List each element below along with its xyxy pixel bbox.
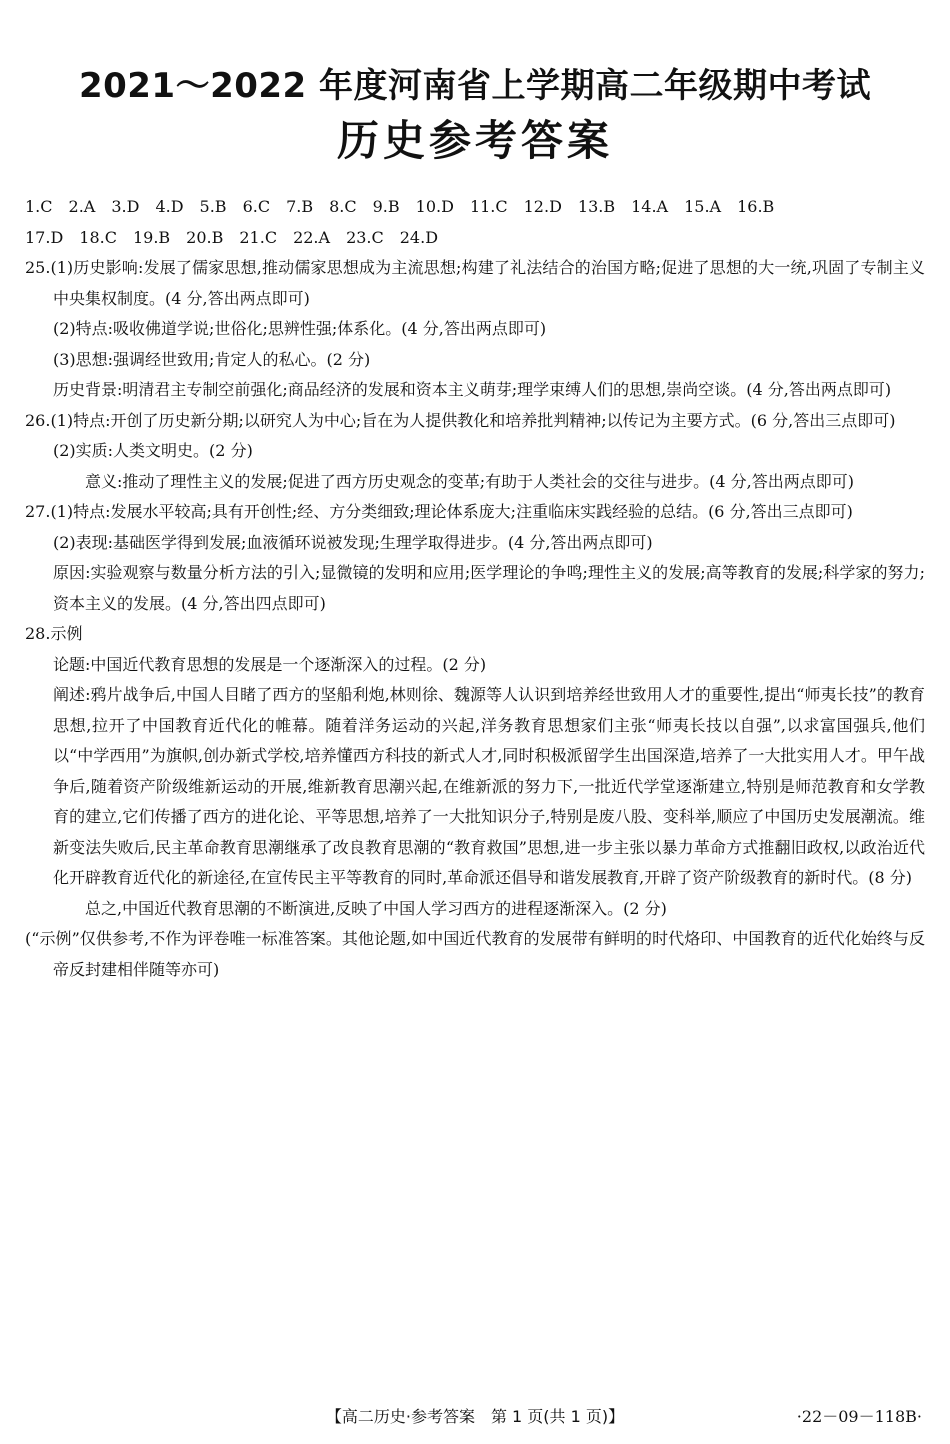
q26-part2: (2)实质:人类文明史。(2 分) bbox=[53, 441, 253, 460]
mc-answer: 16.B bbox=[737, 197, 775, 216]
mc-answer: 13.B bbox=[577, 197, 616, 216]
mc-answer: 8.C bbox=[329, 197, 357, 216]
q28-argument: 阐述:鸦片战争后,中国人目睹了西方的坚船利炮,林则徐、魏源等人认识到培养经世致用人才的重要性,提出“师夷长技”的教育思想,拉开了中国教育近代化的帷幕。随着洋务运动的兴起,洋务教育思想家们主张“师夷长技以自强”,以求富国强兵,他们以“中学西用”为旗帜,创办新式学校,培养懂西方科技的新式人才,同时积极派留学生出国深造,培养了一大批实用人才。甲午战争后,随着资产阶级维新运动的开展,维新教育思潮兴起,在维新派的努力下,一批近代学堂逐渐建立,特别是师范教育和女学教育的建立,它们传播了西方的进化论、平等思想,培养了一大批知识分子,特别是废八股、变科举,顺应了中国历史发展潮流。维新变法失败后,民主革命教育思潮继承了改良教育思潮的“教育救国”思想,进一步主张以暴力革命方式推翻旧政权,以政治近代化开辟教育近代化的新途径,在宣传民主平等教育的同时,革命派还倡导和谐发展教育,开辟了资产阶级教育的新时代。(8 分) bbox=[53, 685, 925, 887]
mc-answer: 22.A bbox=[293, 227, 331, 247]
mc-answers-row-1 bbox=[25, 192, 925, 223]
mc-answer: 18.C bbox=[79, 227, 117, 247]
mc-answer: 15.A bbox=[684, 197, 722, 216]
q27-part2: (2)表现:基础医学得到发展;血液循环说被发现;生理学取得进步。(4 分,答出两点即可) bbox=[53, 532, 653, 552]
q25-part2: (2)特点:吸收佛道学说;世俗化;思辨性强;体系化。(4 分,答出两点即可) bbox=[53, 319, 547, 338]
mc-answers-row-2 bbox=[25, 223, 925, 254]
mc-answer: 23.C bbox=[346, 227, 384, 247]
mc-answer: 17.D bbox=[25, 227, 64, 247]
page-footer: 【高二历史·参考答案 第 1 页(共 1 页)】 bbox=[325, 1407, 625, 1426]
mc-answer: 5.B bbox=[199, 197, 227, 216]
answer-content bbox=[25, 192, 925, 985]
mc-answer: 21.C bbox=[239, 227, 278, 247]
mc-answer: 4.D bbox=[155, 197, 184, 216]
mc-answer: 14.A bbox=[631, 197, 669, 216]
q26-significance: 意义:推动了理性主义的发展;促进了西方历史观念的变革;有助于人类社会的交往与进步。(4 分,答出两点即可) bbox=[85, 471, 855, 491]
mc-answer: 2.A bbox=[68, 197, 96, 216]
mc-answer: 11.C bbox=[469, 197, 508, 216]
mc-answer: 10.D bbox=[415, 197, 454, 216]
exam-title: 2021～2022 年度河南省上学期高二年级期中考试 bbox=[78, 66, 872, 106]
q28-heading: 28.示例 bbox=[25, 624, 83, 643]
q28-thesis: 论题:中国近代教育思想的发展是一个逐渐深入的过程。(2 分) bbox=[53, 654, 487, 674]
q25-background: 历史背景:明清君主专制空前强化;商品经济的发展和资本主义萌芽;理学束缚人们的思想,崇尚空谈。(4 分,答出两点即可) bbox=[53, 380, 892, 399]
q25-part1: 25.(1)历史影响:发展了儒家思想,推动儒家思想成为主流思想;构建了礼法结合的治国方略;促进了思想的大一统,巩固了专制主义中央集权制度。(4 分,答出两点即可) bbox=[25, 258, 925, 308]
mc-answer: 24.D bbox=[399, 227, 439, 247]
mc-answer: 1.C bbox=[25, 197, 53, 216]
document-code: ·22－09－118B· bbox=[796, 1407, 922, 1426]
mc-answer: 6.C bbox=[242, 197, 271, 216]
q25-part3: (3)思想:强调经世致用;肯定人的私心。(2 分) bbox=[53, 349, 371, 369]
answer-key-title: 历史参考答案 bbox=[336, 116, 613, 165]
q26-part1: 26.(1)特点:开创了历史新分期;以研究人为中心;旨在为人提供教化和培养批判精神;以传记为主要方式。(6 分,答出三点即可) bbox=[25, 410, 896, 430]
mc-answer: 3.D bbox=[111, 197, 140, 216]
mc-answer: 19.B bbox=[132, 227, 171, 247]
mc-answer: 20.B bbox=[186, 227, 224, 247]
mc-answer: 12.D bbox=[523, 197, 562, 216]
mc-answer: 7.B bbox=[286, 197, 314, 216]
q27-part1: 27.(1)特点:发展水平较高;具有开创性;经、方分类细致;理论体系庞大;注重临床实践经验的总结。(6 分,答出三点即可) bbox=[25, 502, 853, 521]
q28-note: (“示例”仅供参考,不作为评卷唯一标准答案。其他论题,如中国近代教育的发展带有鲜明的时代烙印、中国教育的近代化始终与反帝反封建相伴随等亦可) bbox=[25, 929, 925, 979]
q28-summary: 总之,中国近代教育思潮的不断演进,反映了中国人学习西方的进程逐渐深入。(2 分) bbox=[85, 898, 667, 918]
q27-causes: 原因:实验观察与数量分析方法的引入;显微镜的发明和应用;医学理论的争鸣;理性主义的发展;高等教育的发展;科学家的努力;资本主义的发展。(4 分,答出四点即可) bbox=[53, 563, 925, 613]
mc-answer: 9.B bbox=[372, 197, 400, 216]
